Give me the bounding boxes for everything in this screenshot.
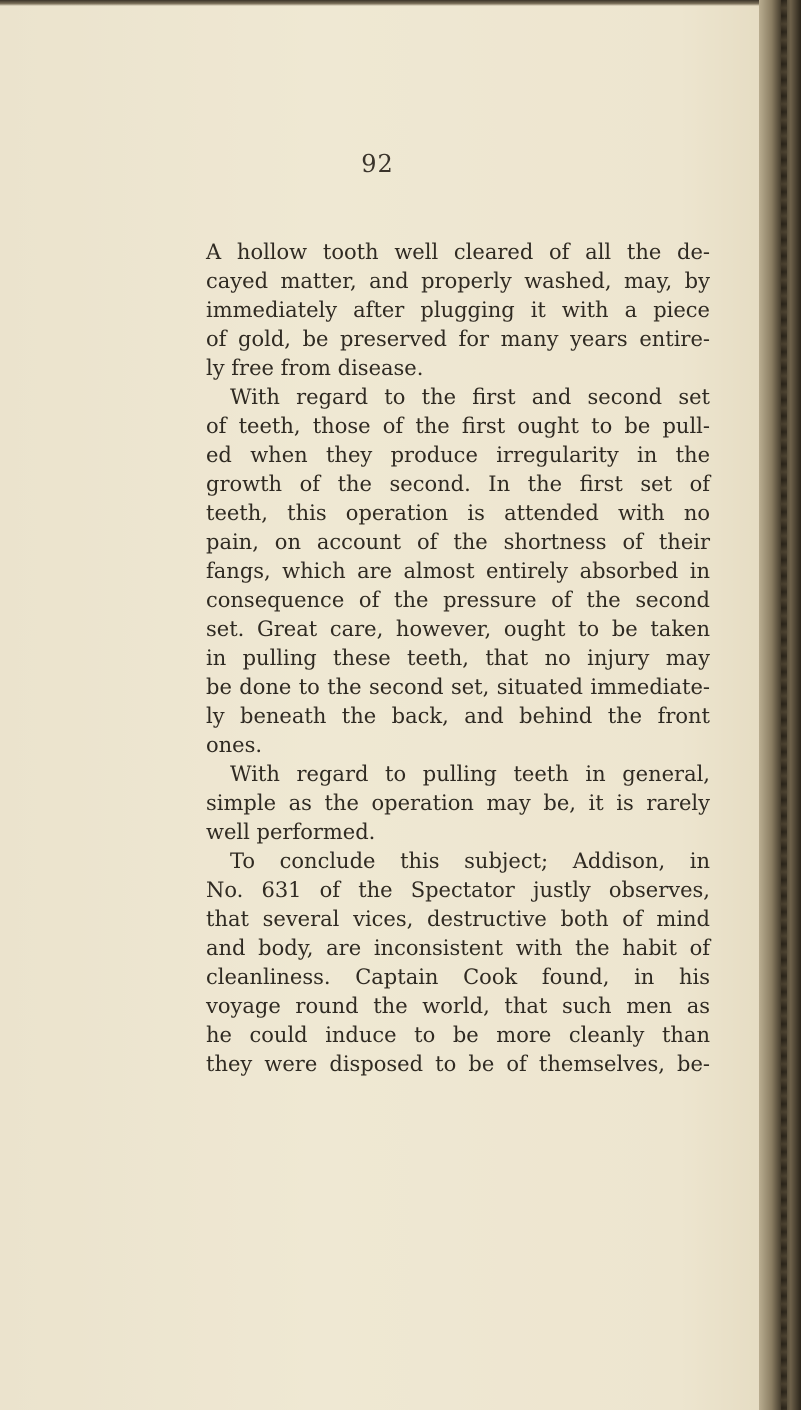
text-line: simple as the operation may be, it is rarely [206,791,710,815]
text-line: growth of the second. In the first set of [206,472,710,496]
text-line: they were disposed to be of themselves, be- [206,1052,710,1076]
text-line: set. Great care, however, ought to be taken [206,617,710,641]
text-line: teeth, this operation is attended with no [206,501,710,525]
text-line: of gold, be preserved for many years entire- [206,327,710,351]
text-line: ly beneath the back, and behind the front [206,704,710,728]
spine-binding [781,0,787,1410]
text-line: With regard to pulling teeth in general, [230,762,710,786]
text-line: To conclude this subject; Addison, in [230,849,710,873]
text-line: A hollow tooth well cleared of all the de- [206,240,710,264]
page-number: 92 [361,150,394,178]
text-line: ly free from disease. [206,356,424,380]
text-line: well performed. [206,820,376,844]
text-line: cayed matter, and properly washed, may, by [206,269,710,293]
text-line: immediately after plugging it with a piece [206,298,710,322]
text-line: With regard to the first and second set [230,385,710,409]
book-spine [759,0,801,1410]
text-line: No. 631 of the Spectator justly observes, [206,878,710,902]
text-line: consequence of the pressure of the second [206,588,710,612]
text-line: he could induce to be more cleanly than [206,1023,710,1047]
text-line: ed when they produce irregularity in the [206,443,710,467]
text-line: in pulling these teeth, that no injury may [206,646,710,670]
text-line: of teeth, those of the first ought to be pull- [206,414,710,438]
text-line: pain, on account of the shortness of their [206,530,710,554]
text-line: voyage round the world, that such men as [206,994,710,1018]
text-line: be done to the second set, situated immediate- [206,675,710,699]
text-line: ones. [206,733,263,757]
text-line: that several vices, destructive both of mind [206,907,710,931]
text-line: fangs, which are almost entirely absorbed in [206,559,710,583]
page-top-edge [0,0,801,6]
text-line: and body, are inconsistent with the habit of [206,936,710,960]
text-line: cleanliness. Captain Cook found, in his [206,965,710,989]
body-text [206,238,710,1079]
